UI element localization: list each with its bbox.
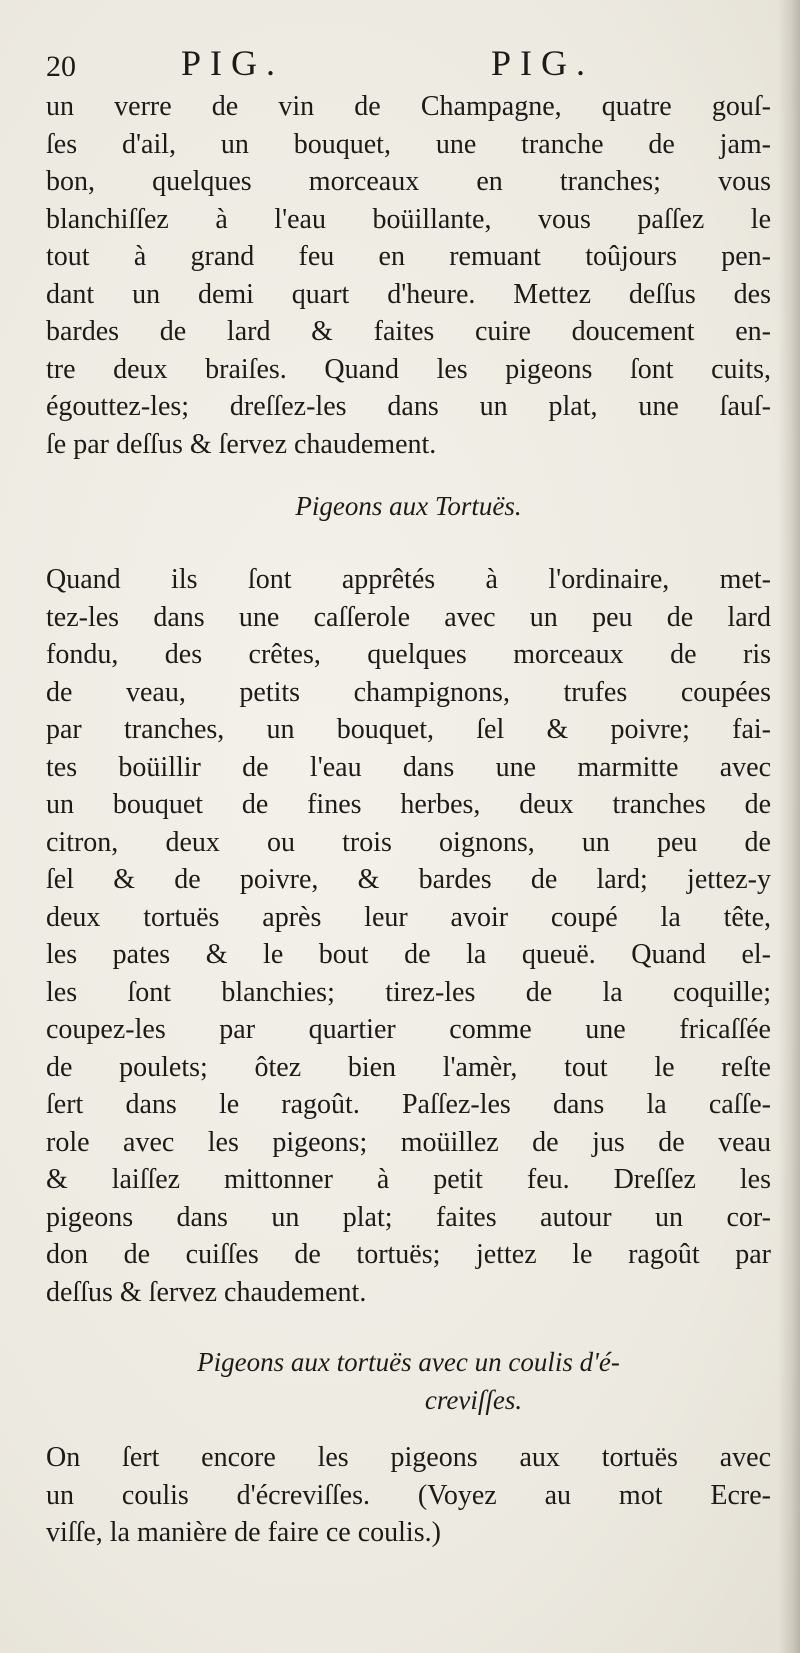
text-line: pigeons dans un plat; faites autour un cor- — [46, 1201, 771, 1233]
text-line: un verre de vin de Champagne, quatre gouſ- — [46, 91, 771, 122]
text-line: Quand ils ſont apprêtés à l'ordinaire, met- — [46, 564, 771, 595]
text-line: bon, quelques morceaux en tranches; vous — [46, 166, 771, 197]
text-line: par tranches, un bouquet, ſel & poivre; fai- — [46, 714, 771, 745]
section-title-coulis: Pigeons aux tortuës avec un coulis d'é- — [197, 1347, 620, 1377]
text-line: tout à grand feu en remuant toûjours pen- — [46, 241, 771, 272]
text-line: ſe par deſſus & ſervez chaudement. — [46, 428, 437, 460]
paragraph-continued — [46, 88, 771, 463]
text-line: tes boüillir de l'eau dans une marmitte avec — [46, 751, 771, 783]
text-line: ſert dans le ragoût. Paſſez-les dans la caſſe- — [46, 1089, 771, 1120]
page-body — [46, 88, 771, 1552]
section-title-tortues: Pigeons aux Tortuës. — [295, 491, 522, 521]
text-line: dant un demi quart d'heure. Mettez deſſus des — [46, 278, 771, 310]
text-line: ſel & de poivre, & bardes de lard; jettez-y — [46, 864, 771, 895]
text-line: blanchiſſez à l'eau boüillante, vous paſſez le — [46, 203, 771, 235]
text-line: ſes d'ail, un bouquet, une tranche de jam- — [46, 128, 771, 160]
text-line: fondu, des crêtes, quelques morceaux de ris — [46, 639, 771, 670]
text-line: de poulets; ôtez bien l'amèr, tout le reſte — [46, 1051, 771, 1083]
text-line: deſſus & ſervez chaudement. — [46, 1276, 367, 1308]
text-line: tez-les dans une caſſerole avec un peu de lard — [46, 601, 771, 633]
text-line: les pates & le bout de la queuë. Quand el- — [46, 939, 771, 970]
text-line: deux tortuës après leur avoir coupé la tête, — [46, 901, 771, 933]
text-line: citron, deux ou trois oignons, un peu de — [46, 826, 771, 858]
page-gutter-shadow — [778, 0, 800, 1653]
paragraph-tortues — [46, 561, 771, 1311]
text-line: un bouquet de fines herbes, deux tranches de — [46, 789, 771, 820]
text-line: bardes de lard & faites cuire doucement en- — [46, 316, 771, 347]
section-title-coulis-cont: creviſſes. — [424, 1385, 523, 1415]
running-title-left: PIG. — [181, 43, 285, 83]
running-title-right: PIG. — [491, 43, 595, 83]
text-line: les ſont blanchies; tirez-les de la coquille; — [46, 976, 771, 1008]
running-header — [46, 42, 746, 92]
text-line: de veau, petits champignons, trufes coupées — [46, 676, 771, 708]
text-line: égouttez-les; dreſſez-les dans un plat, une ſauſ- — [46, 391, 771, 422]
text-line: role avec les pigeons; moüillez de jus de veau — [46, 1126, 771, 1158]
paragraph-coulis — [46, 1439, 771, 1552]
text-line: On ſert encore les pigeons aux tortuës avec — [46, 1442, 771, 1473]
text-line: viſſe, la manière de faire ce coulis.) — [46, 1517, 441, 1548]
page-number: 20 — [46, 50, 76, 83]
text-line: coupez-les par quartier comme une fricaſſée — [46, 1014, 771, 1045]
text-line: un coulis d'écreviſſes. (Voyez au mot Ecre- — [46, 1479, 771, 1511]
text-line: don de cuiſſes de tortuës; jettez le ragoût par — [46, 1239, 771, 1270]
text-line: & laiſſez mittonner à petit feu. Dreſſez les — [46, 1164, 771, 1195]
text-line: tre deux braiſes. Quand les pigeons ſont cuits, — [46, 353, 771, 385]
